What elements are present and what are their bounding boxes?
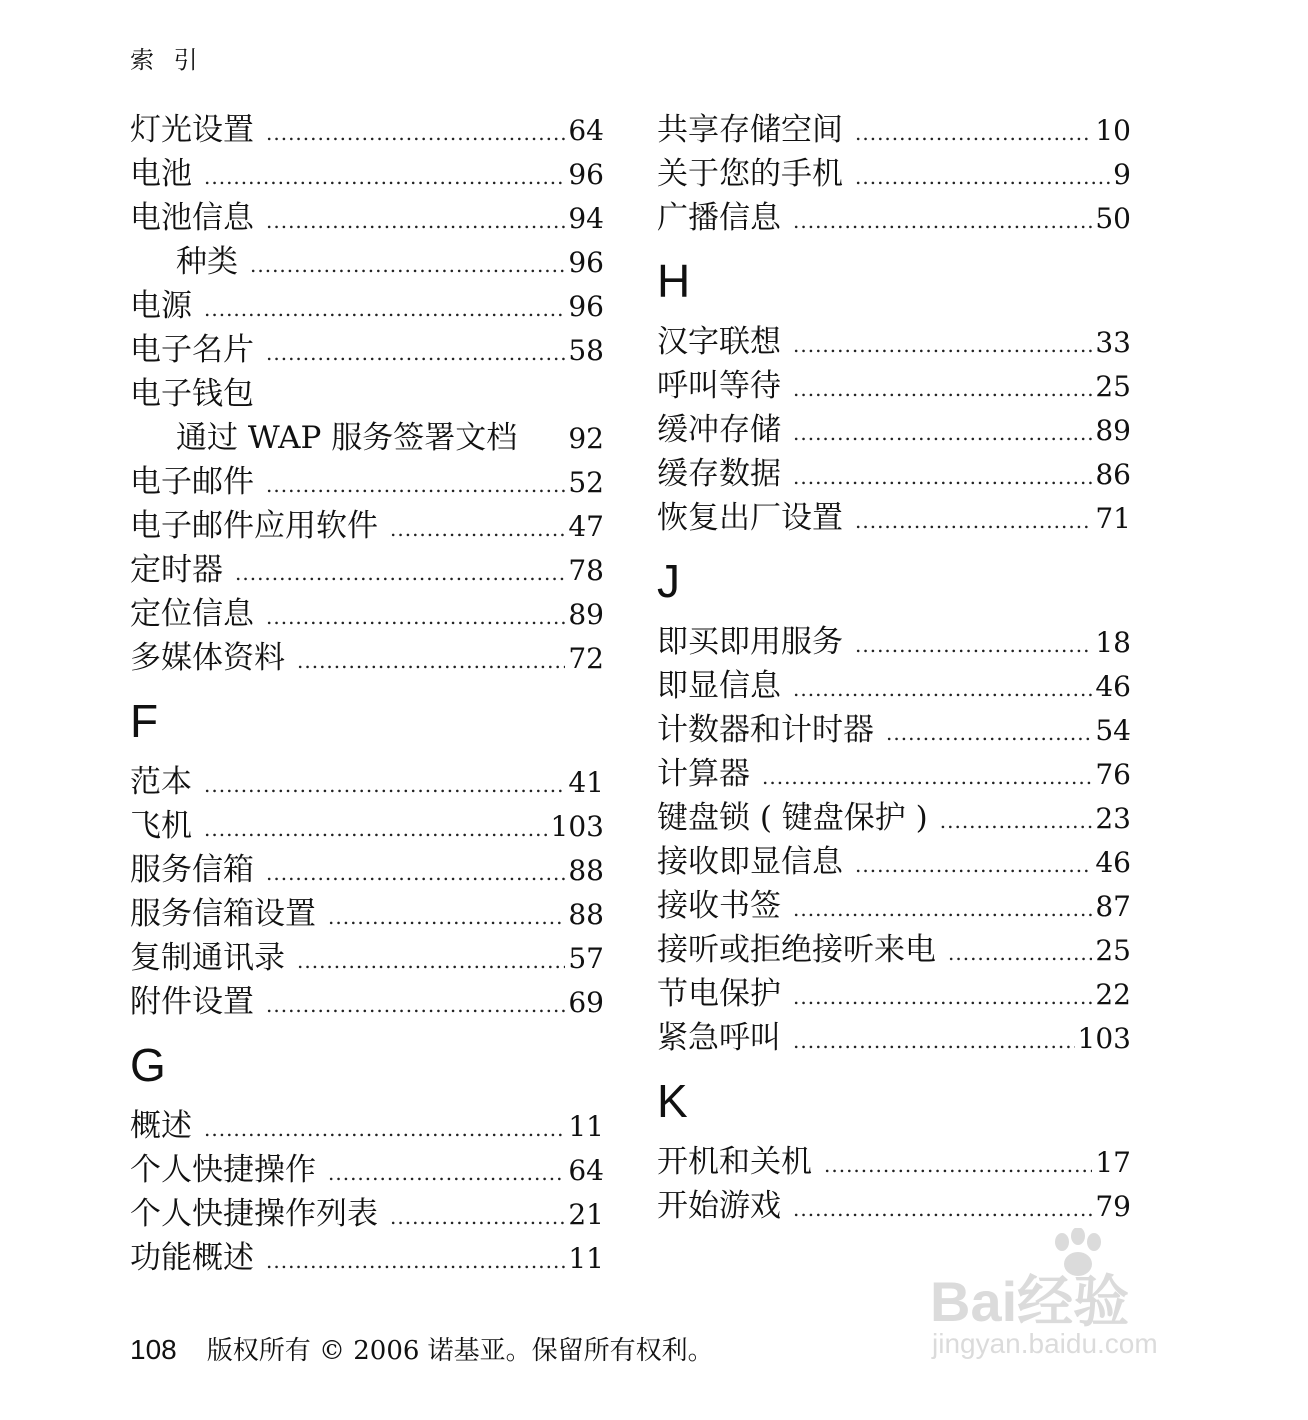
dot-leader (266, 1239, 565, 1283)
index-page-number: 96 (568, 158, 604, 191)
dot-leader (793, 411, 1092, 455)
dot-leader (250, 243, 565, 287)
section-letter-h: H (657, 255, 691, 307)
index-term: 个人快捷操作列表 (130, 1196, 378, 1232)
index-entry (657, 1184, 1131, 1228)
watermark (930, 1228, 1230, 1378)
index-entry (130, 240, 604, 284)
index-column-right (657, 108, 1131, 1228)
index-page-number: 69 (568, 986, 604, 1019)
index-entry (657, 752, 1131, 796)
index-page-number: 96 (568, 246, 604, 279)
index-entry (130, 980, 604, 1024)
index-term: 飞机 (130, 808, 192, 844)
index-entry (657, 664, 1131, 708)
index-term: 电子邮件应用软件 (130, 508, 378, 544)
index-page-number: 64 (568, 1154, 604, 1187)
index-term: 种类 (176, 244, 238, 280)
index-term: 开始游戏 (657, 1188, 781, 1224)
index-entry (657, 496, 1131, 540)
index-term: 接听或拒绝接听来电 (657, 932, 936, 968)
index-block-h (657, 320, 1131, 540)
dot-leader (793, 199, 1092, 243)
dot-leader (297, 639, 565, 683)
dot-leader (793, 1019, 1075, 1063)
index-term: 电源 (130, 288, 192, 324)
index-page-number: 25 (1095, 370, 1131, 403)
index-entry (130, 108, 604, 152)
index-entry (657, 452, 1131, 496)
index-term: 计算器 (657, 756, 750, 792)
dot-leader (793, 975, 1092, 1019)
index-entry (130, 328, 604, 372)
watermark-sub: jingyan.baidu.com (932, 1328, 1158, 1359)
index-entry (130, 460, 604, 504)
page-number: 108 (130, 1334, 177, 1365)
section-letter-f: F (130, 695, 159, 747)
index-page-number: 79 (1095, 1190, 1131, 1223)
index-entry (130, 892, 604, 936)
dot-leader (855, 623, 1092, 667)
index-term: 节电保护 (657, 976, 781, 1012)
index-page-number: 94 (568, 202, 604, 235)
index-page-number: 47 (568, 510, 604, 543)
page-footer (130, 1330, 714, 1367)
dot-leader (235, 551, 565, 595)
dot-leader (204, 155, 565, 199)
index-entry (130, 1148, 604, 1192)
index-entry (657, 708, 1131, 752)
index-entry (657, 840, 1131, 884)
dot-leader (204, 1107, 565, 1151)
copyright-text: 版权所有 © 2006 诺基亚。保留所有权利。 (206, 1336, 714, 1366)
index-entry (657, 108, 1131, 152)
index-entry (657, 972, 1131, 1016)
index-term: 计数器和计时器 (657, 712, 874, 748)
index-term: 键盘锁 ( 键盘保护 ) (657, 800, 928, 836)
index-term: 个人快捷操作 (130, 1152, 316, 1188)
index-page-number: 76 (1095, 758, 1131, 791)
index-page-number: 41 (568, 766, 604, 799)
index-entry (657, 928, 1131, 972)
index-page-number: 92 (568, 422, 604, 455)
page-header: 索 引 (130, 46, 204, 74)
index-term: 紧急呼叫 (657, 1020, 781, 1056)
watermark-main: Bai经验 (930, 1270, 1130, 1333)
index-page-number: 57 (568, 942, 604, 975)
index-entry (657, 1016, 1131, 1060)
index-page-number: 11 (568, 1242, 604, 1275)
index-term: 定时器 (130, 552, 223, 588)
index-term: 恢复出厂设置 (657, 500, 843, 536)
dot-leader (266, 331, 565, 375)
index-term: 电池 (130, 156, 192, 192)
index-entry (130, 548, 604, 592)
dot-leader (390, 507, 565, 551)
dot-leader (204, 287, 565, 331)
index-page-number: 96 (568, 290, 604, 323)
index-term: 范本 (130, 764, 192, 800)
dot-leader (793, 667, 1092, 711)
index-term: 共享存储空间 (657, 112, 843, 148)
index-term: 关于您的手机 (657, 156, 843, 192)
index-block-g (130, 1104, 604, 1280)
index-term: 电子钱包 (130, 376, 254, 412)
dot-leader (793, 1187, 1092, 1231)
dot-leader (824, 1143, 1092, 1187)
index-block (130, 108, 604, 680)
index-page-number: 86 (1095, 458, 1131, 491)
dot-leader (762, 755, 1092, 799)
index-term: 呼叫等待 (657, 368, 781, 404)
index-entry (657, 884, 1131, 928)
index-entry (130, 1236, 604, 1280)
dot-leader (204, 807, 548, 851)
section-letter-g: G (130, 1039, 166, 1091)
index-term: 服务信箱 (130, 852, 254, 888)
dot-leader (948, 931, 1092, 975)
index-term: 复制通讯录 (130, 940, 285, 976)
index-term: 通过 WAP 服务签署文档 (176, 420, 518, 456)
index-term: 即显信息 (657, 668, 781, 704)
index-term: 功能概述 (130, 1240, 254, 1276)
section-letter-j: J (657, 555, 680, 607)
dot-leader (390, 1195, 565, 1239)
index-page-number: 88 (568, 854, 604, 887)
index-entry (657, 408, 1131, 452)
dot-leader (855, 843, 1092, 887)
index-page-number: 46 (1095, 846, 1131, 879)
index-entry (130, 1192, 604, 1236)
index-page-number: 71 (1095, 502, 1131, 535)
index-entry (130, 760, 604, 804)
index-term: 广播信息 (657, 200, 781, 236)
index-term: 缓冲存储 (657, 412, 781, 448)
dot-leader (266, 111, 565, 155)
index-block-k (657, 1140, 1131, 1228)
index-page-number: 23 (1095, 802, 1131, 835)
dot-leader (266, 199, 565, 243)
index-entry (657, 196, 1131, 240)
dot-leader (266, 983, 565, 1027)
index-term: 缓存数据 (657, 456, 781, 492)
index-term: 即买即用服务 (657, 624, 843, 660)
index-entry (130, 284, 604, 328)
index-entry (130, 804, 604, 848)
index-entry (130, 1104, 604, 1148)
index-block (657, 108, 1131, 240)
index-entry (130, 592, 604, 636)
index-page-number: 17 (1095, 1146, 1131, 1179)
index-term: 汉字联想 (657, 324, 781, 360)
index-page-number: 52 (568, 466, 604, 499)
dot-leader (204, 763, 565, 807)
dot-leader (940, 799, 1093, 843)
index-entry (657, 364, 1131, 408)
index-page-number: 64 (568, 114, 604, 147)
index-entry (657, 1140, 1131, 1184)
index-term: 概述 (130, 1108, 192, 1144)
index-entry (657, 320, 1131, 364)
dot-leader (793, 455, 1092, 499)
index-term: 电子名片 (130, 332, 254, 368)
index-term: 接收即显信息 (657, 844, 843, 880)
index-page-number: 21 (568, 1198, 604, 1231)
index-entry (130, 196, 604, 240)
index-entry (657, 152, 1131, 196)
dot-leader (328, 1151, 565, 1195)
dot-leader (886, 711, 1092, 755)
dot-leader (328, 895, 565, 939)
index-term: 开机和关机 (657, 1144, 812, 1180)
index-page-number: 50 (1095, 202, 1131, 235)
index-column-left (130, 108, 604, 1280)
index-page-number: 11 (568, 1110, 604, 1143)
dot-leader (266, 851, 565, 895)
index-entry (130, 636, 604, 680)
index-term: 附件设置 (130, 984, 254, 1020)
index-entry (657, 620, 1131, 664)
dot-leader (793, 323, 1092, 367)
dot-leader (855, 499, 1092, 543)
index-page-number: 46 (1095, 670, 1131, 703)
index-page-number: 103 (1077, 1022, 1131, 1055)
index-page-number: 10 (1095, 114, 1131, 147)
index-page-number: 22 (1095, 978, 1131, 1011)
index-entry (130, 848, 604, 892)
index-term: 电池信息 (130, 200, 254, 236)
index-page-number: 88 (568, 898, 604, 931)
section-letter-k: K (657, 1075, 688, 1127)
index-page-number: 33 (1095, 326, 1131, 359)
index-entry (130, 416, 604, 460)
index-block-f (130, 760, 604, 1024)
dot-leader (297, 939, 565, 983)
dot-leader (793, 367, 1092, 411)
dot-leader (266, 463, 565, 507)
index-page-number: 103 (550, 810, 604, 843)
index-term: 多媒体资料 (130, 640, 285, 676)
index-page-number: 89 (1095, 414, 1131, 447)
index-entry (657, 796, 1131, 840)
index-entry (130, 936, 604, 980)
index-page-number: 18 (1095, 626, 1131, 659)
index-page-number: 78 (568, 554, 604, 587)
index-page-number: 72 (568, 642, 604, 675)
index-page-number: 89 (568, 598, 604, 631)
index-term: 服务信箱设置 (130, 896, 316, 932)
index-term: 电子邮件 (130, 464, 254, 500)
index-page-number: 58 (568, 334, 604, 367)
index-term: 灯光设置 (130, 112, 254, 148)
index-entry (130, 372, 604, 416)
index-page-number: 25 (1095, 934, 1131, 967)
index-term: 定位信息 (130, 596, 254, 632)
dot-leader (855, 111, 1092, 155)
index-term: 接收书签 (657, 888, 781, 924)
dot-leader (266, 595, 565, 639)
dot-leader (855, 155, 1110, 199)
index-entry (130, 504, 604, 548)
index-page-number: 87 (1095, 890, 1131, 923)
index-block-j (657, 620, 1131, 1060)
dot-leader (793, 887, 1092, 931)
index-page-number: 9 (1113, 158, 1131, 191)
index-page-number: 54 (1095, 714, 1131, 747)
index-entry (130, 152, 604, 196)
